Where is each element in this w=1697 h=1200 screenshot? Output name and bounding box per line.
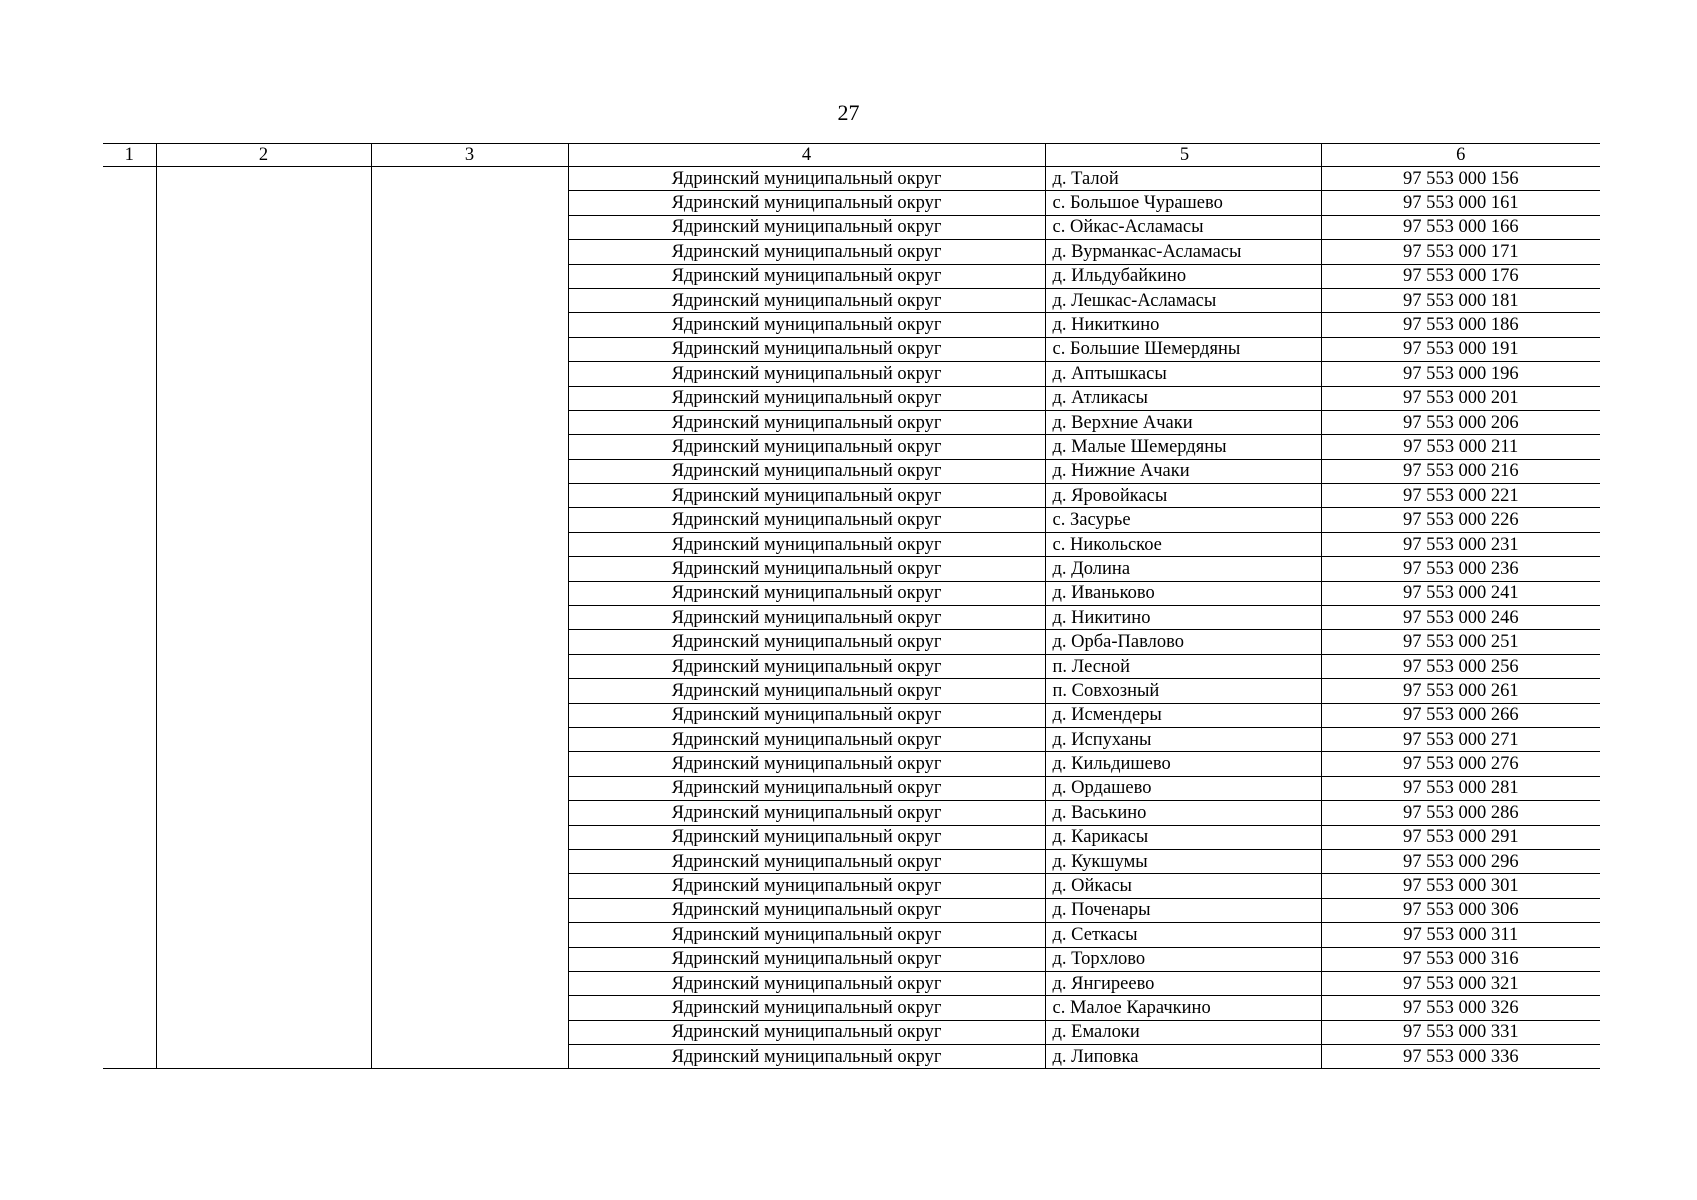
cell-settlement: д. Емалоки [1045, 1020, 1321, 1044]
table-body [103, 144, 1600, 1069]
cell-col-2 [156, 801, 371, 825]
cell-settlement: д. Карикасы [1045, 825, 1321, 849]
column-header-5: 5 [1045, 144, 1321, 167]
cell-settlement: д. Вурманкас-Асламасы [1045, 240, 1321, 264]
cell-col-3 [371, 410, 568, 434]
cell-col-2 [156, 727, 371, 751]
table-row [103, 581, 1600, 605]
cell-code: 97 553 000 181 [1321, 288, 1600, 312]
cell-col-1 [103, 849, 156, 873]
table-row [103, 727, 1600, 751]
cell-col-2 [156, 191, 371, 215]
cell-col-2 [156, 386, 371, 410]
cell-col-3 [371, 288, 568, 312]
cell-col-3 [371, 874, 568, 898]
cell-col-3 [371, 947, 568, 971]
table-row [103, 801, 1600, 825]
cell-district: Ядринский муниципальный округ [568, 898, 1045, 922]
cell-settlement: д. Поченары [1045, 898, 1321, 922]
cell-col-1 [103, 606, 156, 630]
cell-col-2 [156, 1045, 371, 1069]
cell-col-2 [156, 362, 371, 386]
cell-settlement: д. Малые Шемердяны [1045, 435, 1321, 459]
cell-col-1 [103, 1045, 156, 1069]
cell-settlement: п. Совхозный [1045, 679, 1321, 703]
table-row [103, 191, 1600, 215]
cell-col-2 [156, 898, 371, 922]
cell-settlement: д. Яровойкасы [1045, 484, 1321, 508]
cell-col-2 [156, 776, 371, 800]
cell-district: Ядринский муниципальный округ [568, 776, 1045, 800]
cell-col-3 [371, 801, 568, 825]
cell-col-2 [156, 337, 371, 361]
cell-col-2 [156, 557, 371, 581]
cell-district: Ядринский муниципальный округ [568, 654, 1045, 678]
cell-district: Ядринский муниципальный округ [568, 849, 1045, 873]
cell-col-1 [103, 313, 156, 337]
cell-col-3 [371, 654, 568, 678]
cell-district: Ядринский муниципальный округ [568, 1045, 1045, 1069]
cell-district: Ядринский муниципальный округ [568, 996, 1045, 1020]
cell-col-3 [371, 386, 568, 410]
cell-district: Ядринский муниципальный округ [568, 459, 1045, 483]
cell-col-1 [103, 240, 156, 264]
table-row [103, 557, 1600, 581]
cell-settlement: с. Большое Чурашево [1045, 191, 1321, 215]
cell-col-3 [371, 264, 568, 288]
cell-col-2 [156, 654, 371, 678]
cell-col-2 [156, 167, 371, 191]
cell-col-3 [371, 898, 568, 922]
column-header-4: 4 [568, 144, 1045, 167]
page-number: 27 [837, 100, 860, 125]
cell-code: 97 553 000 261 [1321, 679, 1600, 703]
cell-code: 97 553 000 296 [1321, 849, 1600, 873]
cell-code: 97 553 000 271 [1321, 727, 1600, 751]
cell-col-2 [156, 996, 371, 1020]
cell-col-2 [156, 508, 371, 532]
cell-col-3 [371, 996, 568, 1020]
cell-col-2 [156, 679, 371, 703]
cell-settlement: д. Верхние Ачаки [1045, 410, 1321, 434]
table-row [103, 459, 1600, 483]
cell-code: 97 553 000 241 [1321, 581, 1600, 605]
table-row [103, 167, 1600, 191]
cell-col-1 [103, 898, 156, 922]
cell-settlement: д. Липовка [1045, 1045, 1321, 1069]
cell-col-2 [156, 435, 371, 459]
table-row [103, 288, 1600, 312]
table-row [103, 703, 1600, 727]
cell-code: 97 553 000 171 [1321, 240, 1600, 264]
cell-col-1 [103, 727, 156, 751]
cell-district: Ядринский муниципальный округ [568, 971, 1045, 995]
cell-col-1 [103, 215, 156, 239]
cell-col-1 [103, 484, 156, 508]
cell-code: 97 553 000 316 [1321, 947, 1600, 971]
cell-settlement: д. Никиткино [1045, 313, 1321, 337]
cell-code: 97 553 000 196 [1321, 362, 1600, 386]
cell-settlement: д. Никитино [1045, 606, 1321, 630]
cell-code: 97 553 000 331 [1321, 1020, 1600, 1044]
table-row [103, 874, 1600, 898]
cell-code: 97 553 000 286 [1321, 801, 1600, 825]
cell-code: 97 553 000 236 [1321, 557, 1600, 581]
cell-settlement: д. Долина [1045, 557, 1321, 581]
table-row [103, 606, 1600, 630]
cell-col-1 [103, 971, 156, 995]
cell-col-1 [103, 435, 156, 459]
table-row [103, 1045, 1600, 1069]
cell-settlement: д. Ильдубайкино [1045, 264, 1321, 288]
table-row [103, 825, 1600, 849]
table-row [103, 996, 1600, 1020]
table-row [103, 362, 1600, 386]
cell-district: Ядринский муниципальный округ [568, 410, 1045, 434]
cell-col-2 [156, 240, 371, 264]
cell-col-3 [371, 825, 568, 849]
cell-code: 97 553 000 336 [1321, 1045, 1600, 1069]
cell-col-3 [371, 606, 568, 630]
table-row [103, 313, 1600, 337]
table-row [103, 654, 1600, 678]
cell-col-1 [103, 630, 156, 654]
cell-col-3 [371, 679, 568, 703]
cell-col-1 [103, 410, 156, 434]
cell-settlement: д. Иваньково [1045, 581, 1321, 605]
cell-col-1 [103, 264, 156, 288]
table-row [103, 484, 1600, 508]
table-row [103, 752, 1600, 776]
cell-col-2 [156, 288, 371, 312]
cell-district: Ядринский муниципальный округ [568, 557, 1045, 581]
cell-col-1 [103, 923, 156, 947]
cell-district: Ядринский муниципальный округ [568, 923, 1045, 947]
cell-col-3 [371, 581, 568, 605]
cell-district: Ядринский муниципальный округ [568, 727, 1045, 751]
cell-settlement: д. Васькино [1045, 801, 1321, 825]
cell-settlement: д. Кильдишево [1045, 752, 1321, 776]
cell-district: Ядринский муниципальный округ [568, 435, 1045, 459]
cell-district: Ядринский муниципальный округ [568, 484, 1045, 508]
cell-col-1 [103, 362, 156, 386]
cell-settlement: с. Малое Карачкино [1045, 996, 1321, 1020]
cell-col-3 [371, 557, 568, 581]
cell-code: 97 553 000 216 [1321, 459, 1600, 483]
cell-code: 97 553 000 281 [1321, 776, 1600, 800]
cell-district: Ядринский муниципальный округ [568, 606, 1045, 630]
cell-district: Ядринский муниципальный округ [568, 630, 1045, 654]
cell-district: Ядринский муниципальный округ [568, 703, 1045, 727]
cell-district: Ядринский муниципальный округ [568, 801, 1045, 825]
cell-col-3 [371, 752, 568, 776]
cell-code: 97 553 000 156 [1321, 167, 1600, 191]
cell-col-1 [103, 459, 156, 483]
cell-col-1 [103, 581, 156, 605]
column-header-6: 6 [1321, 144, 1600, 167]
cell-col-2 [156, 532, 371, 556]
cell-code: 97 553 000 246 [1321, 606, 1600, 630]
cell-col-3 [371, 313, 568, 337]
cell-code: 97 553 000 206 [1321, 410, 1600, 434]
table-row [103, 849, 1600, 873]
cell-col-1 [103, 386, 156, 410]
column-header-1: 1 [103, 144, 156, 167]
column-header-3: 3 [371, 144, 568, 167]
cell-col-3 [371, 971, 568, 995]
cell-settlement: д. Аптышкасы [1045, 362, 1321, 386]
cell-district: Ядринский муниципальный округ [568, 874, 1045, 898]
cell-code: 97 553 000 326 [1321, 996, 1600, 1020]
cell-col-1 [103, 679, 156, 703]
cell-col-1 [103, 532, 156, 556]
cell-code: 97 553 000 161 [1321, 191, 1600, 215]
cell-col-1 [103, 947, 156, 971]
cell-col-1 [103, 288, 156, 312]
cell-col-2 [156, 825, 371, 849]
cell-col-2 [156, 923, 371, 947]
cell-col-1 [103, 337, 156, 361]
cell-settlement: д. Янгиреево [1045, 971, 1321, 995]
cell-col-1 [103, 654, 156, 678]
cell-col-3 [371, 484, 568, 508]
cell-code: 97 553 000 306 [1321, 898, 1600, 922]
cell-col-3 [371, 435, 568, 459]
cell-code: 97 553 000 266 [1321, 703, 1600, 727]
cell-col-3 [371, 240, 568, 264]
cell-settlement: п. Лесной [1045, 654, 1321, 678]
cell-district: Ядринский муниципальный округ [568, 288, 1045, 312]
cell-col-2 [156, 703, 371, 727]
cell-district: Ядринский муниципальный округ [568, 825, 1045, 849]
cell-col-3 [371, 923, 568, 947]
cell-col-2 [156, 630, 371, 654]
cell-col-2 [156, 215, 371, 239]
table-row [103, 776, 1600, 800]
cell-code: 97 553 000 226 [1321, 508, 1600, 532]
table-row [103, 435, 1600, 459]
cell-col-2 [156, 849, 371, 873]
table-row [103, 532, 1600, 556]
cell-col-1 [103, 191, 156, 215]
cell-district: Ядринский муниципальный округ [568, 215, 1045, 239]
cell-settlement: д. Сеткасы [1045, 923, 1321, 947]
cell-col-3 [371, 630, 568, 654]
cell-district: Ядринский муниципальный округ [568, 191, 1045, 215]
cell-col-3 [371, 1020, 568, 1044]
cell-settlement: д. Ойкасы [1045, 874, 1321, 898]
cell-col-2 [156, 484, 371, 508]
cell-col-1 [103, 776, 156, 800]
cell-col-2 [156, 264, 371, 288]
cell-col-3 [371, 727, 568, 751]
cell-settlement: д. Исмендеры [1045, 703, 1321, 727]
table-row [103, 679, 1600, 703]
table-row [103, 264, 1600, 288]
cell-district: Ядринский муниципальный округ [568, 581, 1045, 605]
cell-code: 97 553 000 291 [1321, 825, 1600, 849]
cell-settlement: д. Орба-Павлово [1045, 630, 1321, 654]
cell-district: Ядринский муниципальный округ [568, 947, 1045, 971]
cell-code: 97 553 000 311 [1321, 923, 1600, 947]
cell-settlement: с. Никольское [1045, 532, 1321, 556]
cell-code: 97 553 000 211 [1321, 435, 1600, 459]
cell-settlement: с. Большие Шемердяны [1045, 337, 1321, 361]
cell-col-1 [103, 801, 156, 825]
cell-code: 97 553 000 256 [1321, 654, 1600, 678]
cell-col-3 [371, 191, 568, 215]
cell-settlement: д. Кукшумы [1045, 849, 1321, 873]
cell-code: 97 553 000 276 [1321, 752, 1600, 776]
cell-col-3 [371, 167, 568, 191]
cell-code: 97 553 000 231 [1321, 532, 1600, 556]
cell-settlement: д. Испуханы [1045, 727, 1321, 751]
table-row [103, 971, 1600, 995]
cell-settlement: д. Ордашево [1045, 776, 1321, 800]
cell-code: 97 553 000 201 [1321, 386, 1600, 410]
cell-code: 97 553 000 166 [1321, 215, 1600, 239]
cell-col-2 [156, 1020, 371, 1044]
cell-col-2 [156, 752, 371, 776]
cell-col-1 [103, 508, 156, 532]
cell-settlement: д. Нижние Ачаки [1045, 459, 1321, 483]
cell-district: Ядринский муниципальный округ [568, 362, 1045, 386]
table-row [103, 240, 1600, 264]
cell-col-3 [371, 849, 568, 873]
table-row [103, 337, 1600, 361]
table-row [103, 215, 1600, 239]
cell-col-3 [371, 508, 568, 532]
cell-code: 97 553 000 321 [1321, 971, 1600, 995]
cell-col-1 [103, 1020, 156, 1044]
table-header-row [103, 144, 1600, 167]
cell-col-3 [371, 459, 568, 483]
cell-settlement: д. Талой [1045, 167, 1321, 191]
cell-col-1 [103, 752, 156, 776]
cell-col-2 [156, 459, 371, 483]
cell-col-2 [156, 606, 371, 630]
cell-district: Ядринский муниципальный округ [568, 167, 1045, 191]
cell-code: 97 553 000 251 [1321, 630, 1600, 654]
cell-col-1 [103, 557, 156, 581]
cell-code: 97 553 000 301 [1321, 874, 1600, 898]
registry-table [103, 143, 1600, 1069]
table-row [103, 386, 1600, 410]
cell-col-1 [103, 703, 156, 727]
table-row [103, 508, 1600, 532]
cell-settlement: д. Лешкас-Асламасы [1045, 288, 1321, 312]
cell-col-3 [371, 215, 568, 239]
cell-col-2 [156, 947, 371, 971]
table-row [103, 923, 1600, 947]
table-row [103, 947, 1600, 971]
cell-settlement: д. Атликасы [1045, 386, 1321, 410]
cell-col-3 [371, 703, 568, 727]
cell-code: 97 553 000 176 [1321, 264, 1600, 288]
cell-district: Ядринский муниципальный округ [568, 264, 1045, 288]
table-row [103, 630, 1600, 654]
cell-col-2 [156, 410, 371, 434]
cell-col-1 [103, 874, 156, 898]
cell-col-1 [103, 825, 156, 849]
cell-col-3 [371, 362, 568, 386]
cell-district: Ядринский муниципальный округ [568, 532, 1045, 556]
table-row [103, 410, 1600, 434]
cell-col-2 [156, 581, 371, 605]
cell-settlement: с. Ойкас-Асламасы [1045, 215, 1321, 239]
cell-code: 97 553 000 191 [1321, 337, 1600, 361]
cell-col-3 [371, 337, 568, 361]
cell-district: Ядринский муниципальный округ [568, 752, 1045, 776]
cell-district: Ядринский муниципальный округ [568, 508, 1045, 532]
cell-district: Ядринский муниципальный округ [568, 240, 1045, 264]
cell-col-2 [156, 971, 371, 995]
cell-col-3 [371, 1045, 568, 1069]
cell-code: 97 553 000 221 [1321, 484, 1600, 508]
cell-code: 97 553 000 186 [1321, 313, 1600, 337]
cell-district: Ядринский муниципальный округ [568, 1020, 1045, 1044]
cell-settlement: с. Засурье [1045, 508, 1321, 532]
cell-col-3 [371, 776, 568, 800]
cell-district: Ядринский муниципальный округ [568, 337, 1045, 361]
cell-settlement: д. Торхлово [1045, 947, 1321, 971]
column-header-2: 2 [156, 144, 371, 167]
cell-col-2 [156, 874, 371, 898]
cell-col-1 [103, 167, 156, 191]
cell-district: Ядринский муниципальный округ [568, 313, 1045, 337]
table-row [103, 1020, 1600, 1044]
cell-col-1 [103, 996, 156, 1020]
table-row [103, 898, 1600, 922]
cell-col-2 [156, 313, 371, 337]
cell-district: Ядринский муниципальный округ [568, 679, 1045, 703]
cell-district: Ядринский муниципальный округ [568, 386, 1045, 410]
cell-col-3 [371, 532, 568, 556]
